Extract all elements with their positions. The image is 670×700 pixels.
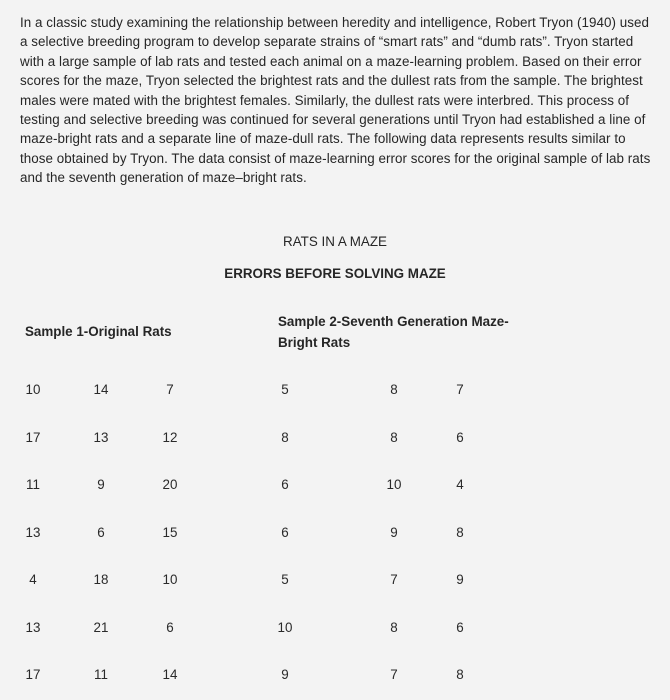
table-cell: 9	[456, 572, 464, 587]
sample-2-header-line2: Bright Rats	[278, 335, 351, 350]
table-cell: 9	[390, 525, 398, 540]
table-cell: 10	[277, 620, 293, 635]
table-cell: 4	[29, 572, 37, 587]
table-cell: 11	[26, 477, 40, 492]
table-cell: 4	[456, 477, 464, 492]
table-cell: 13	[93, 430, 109, 445]
table-cell: 8	[281, 430, 289, 445]
table-cell: 6	[456, 430, 464, 445]
table-cell: 8	[390, 430, 398, 445]
table-cell: 6	[97, 525, 105, 540]
table-cell: 17	[25, 667, 41, 682]
table-cell: 8	[456, 525, 464, 540]
table-cell: 8	[390, 382, 398, 397]
intro-paragraph: In a classic study examining the relationship between heredity and intelligence, Robert Tryon (1940) used a selective breeding program to develop separate strains of “smart rats” and “dumb rats”. Tryon started with a large sample of lab rats and tested each animal on a maze-learning problem. Based on their error scores for the maze, Tryon selected the brightest rats and the dullest rats from the sample. The brightest males were mated with the brightest females. Similarly, the dullest rats were interbred. This process of testing and selective breeding was continued for several generations until Tryon had established a line of maze-bright rats and a separate line of maze-dull rats. The following data represents results similar to those obtained by Tryon. The data consist of maze-learning error scores for the original sample of lab rats and the seventh generation of maze–bright rats.	[20, 15, 651, 186]
table-cell: 13	[25, 525, 41, 540]
table-cell: 6	[456, 620, 464, 635]
table-cell: 15	[162, 525, 178, 540]
table-cell: 7	[390, 667, 398, 682]
table-cell: 5	[281, 382, 289, 397]
table-cell: 9	[97, 477, 105, 492]
table-cell: 10	[386, 477, 402, 492]
table-subtitle: ERRORS BEFORE SOLVING MAZE	[224, 266, 446, 281]
table-cell: 9	[281, 667, 289, 682]
sample-1-header: Sample 1-Original Rats	[25, 324, 172, 339]
table-cell: 20	[162, 477, 178, 492]
table-cell: 10	[25, 382, 41, 397]
table-cell: 21	[93, 620, 109, 635]
table-title: RATS IN A MAZE	[283, 234, 387, 249]
table-cell: 10	[162, 572, 178, 587]
table-cell: 7	[456, 382, 464, 397]
table-cell: 11	[94, 667, 108, 682]
table-cell: 14	[93, 382, 109, 397]
table-cell: 8	[456, 667, 464, 682]
table-cell: 12	[162, 430, 178, 445]
table-cell: 7	[166, 382, 174, 397]
table-cell: 6	[281, 477, 289, 492]
table-cell: 5	[281, 572, 289, 587]
table-cell: 7	[390, 572, 398, 587]
table-cell: 8	[390, 620, 398, 635]
table-cell: 13	[25, 620, 41, 635]
sample-2-header	[278, 311, 538, 353]
table-cell: 17	[25, 430, 41, 445]
table-cell: 18	[93, 572, 109, 587]
table-cell: 14	[162, 667, 178, 682]
table-cell: 6	[281, 525, 289, 540]
table-cell: 6	[166, 620, 174, 635]
sample-2-header-line1: Sample 2-Seventh Generation Maze-	[278, 314, 509, 329]
